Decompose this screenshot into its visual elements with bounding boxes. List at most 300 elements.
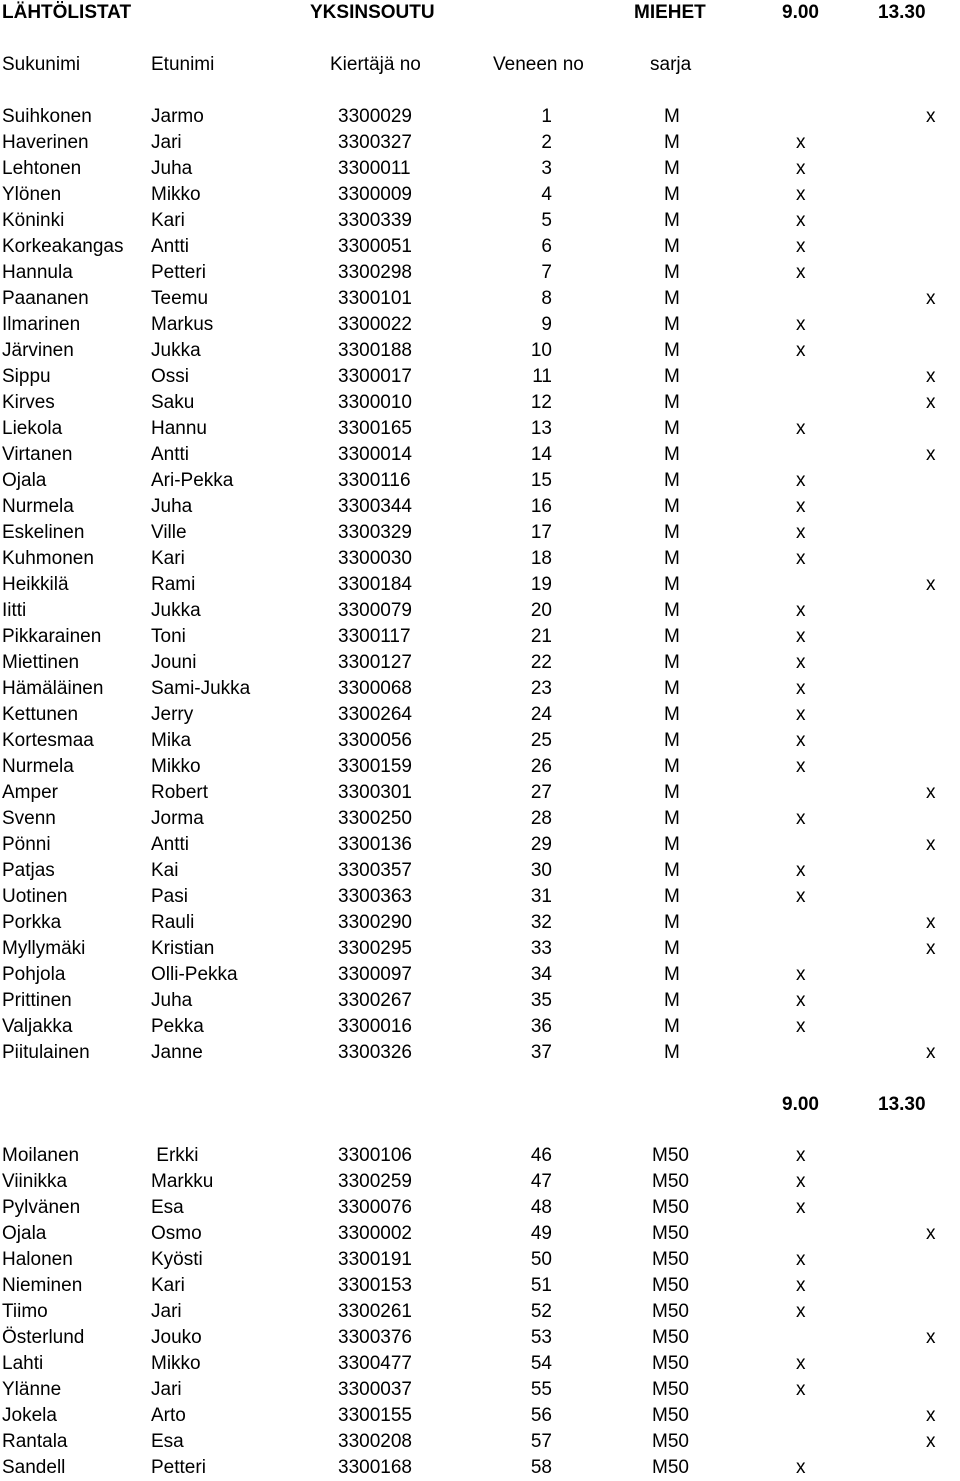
group2-time-2: 13.30 (878, 1094, 926, 1115)
start-slot-mark: x (796, 600, 806, 621)
boat-no-cell: 49 (530, 1223, 552, 1244)
rower-no-cell: 3300168 (338, 1457, 412, 1478)
firstname-cell: Mikko (151, 1353, 201, 1374)
start-slot-mark: x (926, 834, 936, 855)
boat-no-cell: 10 (530, 340, 552, 361)
firstname-cell: Toni (151, 626, 186, 647)
start-slot-mark: x (796, 860, 806, 881)
boat-no-cell: 16 (530, 496, 552, 517)
rower-no-cell: 3300022 (338, 314, 412, 335)
start-slot-mark: x (796, 522, 806, 543)
surname-cell: Hämäläinen (2, 678, 104, 699)
table-row (0, 702, 960, 728)
boat-no-cell: 31 (530, 886, 552, 907)
table-row (0, 1143, 960, 1169)
boat-no-cell: 14 (530, 444, 552, 465)
surname-cell: Prittinen (2, 990, 72, 1011)
rower-no-cell: 3300327 (338, 132, 412, 153)
surname-cell: Liekola (2, 418, 63, 439)
start-slot-mark: x (796, 1145, 806, 1166)
start-slot-mark: x (796, 1197, 806, 1218)
boat-no-cell: 58 (530, 1457, 552, 1478)
table-row (0, 1273, 960, 1299)
boat-no-cell: 22 (530, 652, 552, 673)
col-boat-no: Veneen no (493, 54, 584, 75)
start-slot-mark: x (796, 418, 806, 439)
start-slot-mark: x (926, 106, 936, 127)
class-cell: M (664, 548, 680, 569)
surname-cell: Iitti (2, 600, 27, 621)
class-cell: M (664, 288, 680, 309)
start-slot-mark: x (796, 1379, 806, 1400)
table-row (0, 650, 960, 676)
table-row (0, 1169, 960, 1195)
table-row (0, 598, 960, 624)
start-slot-mark: x (926, 444, 936, 465)
class-cell: M (664, 418, 680, 439)
boat-no-cell: 57 (530, 1431, 552, 1452)
table-row (0, 806, 960, 832)
boat-no-cell: 24 (530, 704, 552, 725)
rower-no-cell: 3300097 (338, 964, 412, 985)
start-slot-mark: x (796, 964, 806, 985)
list-header (0, 0, 960, 26)
surname-cell: Porkka (2, 912, 62, 933)
class-cell: M (664, 1016, 680, 1037)
table-row (0, 962, 960, 988)
class-cell: M50 (652, 1379, 689, 1400)
rower-no-cell: 3300261 (338, 1301, 412, 1322)
class-cell: M (664, 912, 680, 933)
surname-cell: Viinikka (2, 1171, 68, 1192)
surname-cell: Nieminen (2, 1275, 83, 1296)
surname-cell: Korkeakangas (2, 236, 124, 257)
boat-no-cell: 3 (541, 158, 552, 179)
surname-cell: Moilanen (2, 1145, 80, 1166)
table-row (0, 754, 960, 780)
surname-cell: Kortesmaa (2, 730, 94, 751)
rower-no-cell: 3300014 (338, 444, 412, 465)
col-rower-no: Kiertäjä no (330, 54, 421, 75)
rower-no-cell: 3300208 (338, 1431, 412, 1452)
boat-no-cell: 34 (530, 964, 552, 985)
surname-cell: Eskelinen (2, 522, 85, 543)
class-cell: M (664, 1042, 680, 1063)
rower-no-cell: 3300009 (338, 184, 412, 205)
firstname-cell: Rauli (151, 912, 195, 933)
surname-cell: Pohjola (2, 964, 66, 985)
table-row (0, 520, 960, 546)
surname-cell: Suihkonen (2, 106, 92, 127)
start-slot-mark: x (796, 1171, 806, 1192)
rower-no-cell: 3300037 (338, 1379, 412, 1400)
class-cell: M (664, 600, 680, 621)
firstname-cell: Petteri (151, 262, 206, 283)
class-cell: M (664, 392, 680, 413)
start-slot-mark: x (796, 1353, 806, 1374)
table-row (0, 1351, 960, 1377)
rower-no-cell: 3300076 (338, 1197, 412, 1218)
rower-no-cell: 3300106 (338, 1145, 412, 1166)
class-cell: M (664, 678, 680, 699)
rower-no-cell: 3300127 (338, 652, 412, 673)
firstname-cell: Juha (151, 496, 193, 517)
boat-no-cell: 52 (530, 1301, 552, 1322)
surname-cell: Nurmela (2, 496, 74, 517)
class-cell: M (664, 808, 680, 829)
firstname-cell: Markus (151, 314, 214, 335)
firstname-cell: Jari (151, 1301, 182, 1322)
firstname-cell: Esa (151, 1197, 184, 1218)
rower-no-cell: 3300188 (338, 340, 412, 361)
class-cell: M (664, 860, 680, 881)
start-slot-mark: x (796, 626, 806, 647)
firstname-cell: Sami-Jukka (151, 678, 251, 699)
surname-cell: Myllymäki (2, 938, 86, 959)
start-slot-mark: x (926, 574, 936, 595)
class-cell: M (664, 366, 680, 387)
surname-cell: Uotinen (2, 886, 68, 907)
table-row (0, 1403, 960, 1429)
table-row (0, 1429, 960, 1455)
class-cell: M (664, 470, 680, 491)
boat-no-cell: 17 (530, 522, 552, 543)
boat-no-cell: 27 (530, 782, 552, 803)
rower-no-cell: 3300017 (338, 366, 412, 387)
table-row (0, 1014, 960, 1040)
surname-cell: Heikkilä (2, 574, 69, 595)
class-cell: M50 (652, 1197, 689, 1218)
rower-no-cell: 3300079 (338, 600, 412, 621)
boat-no-cell: 9 (541, 314, 552, 335)
col-class: sarja (650, 54, 692, 75)
class-cell: M (664, 522, 680, 543)
start-slot-mark: x (926, 288, 936, 309)
class-cell: M (664, 444, 680, 465)
firstname-cell: Kari (151, 1275, 185, 1296)
surname-cell: Ilmarinen (2, 314, 81, 335)
table-row (0, 1247, 960, 1273)
class-cell: M (664, 782, 680, 803)
surname-cell: Valjakka (2, 1016, 73, 1037)
class-cell: M (664, 834, 680, 855)
class-cell: M (664, 704, 680, 725)
firstname-cell: Kari (151, 548, 185, 569)
surname-cell: Miettinen (2, 652, 80, 673)
start-slot-mark: x (796, 210, 806, 231)
boat-no-cell: 13 (530, 418, 552, 439)
surname-cell: Tiimo (2, 1301, 48, 1322)
firstname-cell: Rami (151, 574, 196, 595)
boat-no-cell: 54 (530, 1353, 552, 1374)
rower-no-cell: 3300267 (338, 990, 412, 1011)
rower-no-cell: 3300259 (338, 1171, 412, 1192)
class-cell: M50 (652, 1249, 689, 1270)
table-row (0, 884, 960, 910)
surname-cell: Ylänne (2, 1379, 62, 1400)
start-slot-mark: x (796, 236, 806, 257)
surname-cell: Jokela (2, 1405, 57, 1426)
boat-no-cell: 33 (530, 938, 552, 959)
boat-no-cell: 56 (530, 1405, 552, 1426)
class-cell: M50 (652, 1275, 689, 1296)
start-slot-mark: x (796, 886, 806, 907)
class-cell: M (664, 964, 680, 985)
start-slot-mark: x (926, 366, 936, 387)
surname-cell: Ylönen (2, 184, 62, 205)
rower-no-cell: 3300295 (338, 938, 412, 959)
rower-no-cell: 3300339 (338, 210, 412, 231)
boat-no-cell: 29 (530, 834, 552, 855)
class-cell: M (664, 938, 680, 959)
class-cell: M (664, 756, 680, 777)
rower-no-cell: 3300298 (338, 262, 412, 283)
start-slot-mark: x (926, 938, 936, 959)
rower-no-cell: 3300159 (338, 756, 412, 777)
start-slot-mark: x (796, 756, 806, 777)
start-slot-mark: x (796, 990, 806, 1011)
table-row (0, 728, 960, 754)
rower-no-cell: 3300477 (338, 1353, 412, 1374)
class-cell: M50 (652, 1353, 689, 1374)
table-row (0, 1299, 960, 1325)
firstname-cell: Osmo (151, 1223, 202, 1244)
firstname-cell: Pekka (151, 1016, 204, 1037)
firstname-cell: Antti (151, 444, 190, 465)
boat-no-cell: 35 (530, 990, 552, 1011)
firstname-cell: Erkki (151, 1145, 199, 1166)
start-slot-mark: x (926, 782, 936, 803)
firstname-cell: Juha (151, 990, 193, 1011)
boat-no-cell: 28 (530, 808, 552, 829)
start-time-1: 9.00 (782, 2, 819, 23)
rower-no-cell: 3300326 (338, 1042, 412, 1063)
firstname-cell: Jarmo (151, 106, 204, 127)
class-cell: M (664, 340, 680, 361)
class-cell: M50 (652, 1145, 689, 1166)
firstname-cell: Mika (151, 730, 192, 751)
firstname-cell: Jerry (151, 704, 194, 725)
class-cell: M (664, 236, 680, 257)
table-row (0, 494, 960, 520)
surname-cell: Lahti (2, 1353, 44, 1374)
firstname-cell: Antti (151, 834, 190, 855)
column-headers (0, 52, 960, 78)
start-slot-mark: x (796, 730, 806, 751)
start-slot-mark: x (796, 1301, 806, 1322)
start-slot-mark: x (796, 1016, 806, 1037)
rower-no-cell: 3300117 (338, 626, 411, 647)
firstname-cell: Kari (151, 210, 185, 231)
firstname-cell: Jari (151, 1379, 182, 1400)
firstname-cell: Saku (151, 392, 195, 413)
rower-no-cell: 3300030 (338, 548, 412, 569)
start-slot-mark: x (926, 912, 936, 933)
rower-no-cell: 3300068 (338, 678, 412, 699)
start-slot-mark: x (796, 704, 806, 725)
rower-no-cell: 3300136 (338, 834, 412, 855)
start-slot-mark: x (796, 184, 806, 205)
start-slot-mark: x (926, 1405, 936, 1426)
firstname-cell: Esa (151, 1431, 184, 1452)
class-cell: M50 (652, 1301, 689, 1322)
table-row (0, 312, 960, 338)
table-row (0, 910, 960, 936)
surname-cell: Pylvänen (2, 1197, 81, 1218)
table-row (0, 832, 960, 858)
class-cell: M (664, 652, 680, 673)
col-firstname: Etunimi (151, 54, 215, 75)
firstname-cell: Mikko (151, 184, 201, 205)
surname-cell: Halonen (2, 1249, 73, 1270)
surname-cell: Ojala (2, 470, 47, 491)
boat-no-cell: 36 (530, 1016, 552, 1037)
class-cell: M50 (652, 1457, 689, 1478)
firstname-cell: Jorma (151, 808, 204, 829)
rower-no-cell: 3300155 (338, 1405, 412, 1426)
table-row (0, 780, 960, 806)
class-cell: M50 (652, 1405, 689, 1426)
col-surname: Sukunimi (2, 54, 81, 75)
class-cell: M (664, 626, 680, 647)
table-row (0, 416, 960, 442)
rower-no-cell: 3300010 (338, 392, 412, 413)
class-cell: M (664, 886, 680, 907)
start-slot-mark: x (796, 340, 806, 361)
rower-no-cell: 3300056 (338, 730, 412, 751)
boat-no-cell: 37 (530, 1042, 552, 1063)
table-row (0, 988, 960, 1014)
surname-cell: Österlund (2, 1327, 85, 1348)
boat-no-cell: 8 (541, 288, 552, 309)
class-cell: M (664, 574, 680, 595)
table-row (0, 364, 960, 390)
surname-cell: Köninki (2, 210, 65, 231)
rower-no-cell: 3300301 (338, 782, 412, 803)
boat-no-cell: 12 (530, 392, 552, 413)
boat-no-cell: 20 (530, 600, 552, 621)
table-row (0, 468, 960, 494)
class-cell: M50 (652, 1171, 689, 1192)
rower-no-cell: 3300363 (338, 886, 412, 907)
table-row (0, 676, 960, 702)
rower-no-cell: 3300357 (338, 860, 412, 881)
table-row (0, 208, 960, 234)
class-cell: M50 (652, 1223, 689, 1244)
boat-no-cell: 19 (530, 574, 552, 595)
firstname-cell: Kai (151, 860, 179, 881)
table-row (0, 1195, 960, 1221)
firstname-cell: Juha (151, 158, 193, 179)
boat-no-cell: 7 (541, 262, 552, 283)
class-cell: M50 (652, 1431, 689, 1452)
page-title: LÄHTÖLISTAT (2, 2, 132, 23)
firstname-cell: Jukka (151, 600, 201, 621)
table-row (0, 1325, 960, 1351)
surname-cell: Pönni (2, 834, 51, 855)
class-cell: M (664, 210, 680, 231)
table-row (0, 234, 960, 260)
firstname-cell: Jouko (151, 1327, 202, 1348)
boat-no-cell: 53 (530, 1327, 552, 1348)
rower-no-cell: 3300184 (338, 574, 412, 595)
firstname-cell: Ville (151, 522, 187, 543)
start-slot-mark: x (926, 1431, 936, 1452)
start-slot-mark: x (796, 496, 806, 517)
surname-cell: Hannula (2, 262, 73, 283)
boat-no-cell: 50 (530, 1249, 552, 1270)
surname-cell: Sandell (2, 1457, 66, 1478)
firstname-cell: Mikko (151, 756, 201, 777)
start-slot-mark: x (796, 158, 806, 179)
rower-no-cell: 3300329 (338, 522, 412, 543)
table-row (0, 936, 960, 962)
boat-no-cell: 46 (530, 1145, 552, 1166)
rower-no-cell: 3300250 (338, 808, 412, 829)
table-row (0, 858, 960, 884)
surname-cell: Piitulainen (2, 1042, 90, 1063)
firstname-cell: Hannu (151, 418, 207, 439)
surname-cell: Paananen (2, 288, 89, 309)
start-slot-mark: x (926, 1223, 936, 1244)
rower-no-cell: 3300002 (338, 1223, 412, 1244)
surname-cell: Haverinen (2, 132, 89, 153)
firstname-cell: Olli-Pekka (151, 964, 238, 985)
table-row (0, 104, 960, 130)
table-row (0, 338, 960, 364)
firstname-cell: Teemu (151, 288, 209, 309)
table-row (0, 1455, 960, 1481)
surname-cell: Amper (2, 782, 58, 803)
start-slot-mark: x (926, 392, 936, 413)
table-row (0, 286, 960, 312)
start-slot-mark: x (796, 262, 806, 283)
table-row (0, 546, 960, 572)
start-slot-mark: x (796, 1249, 806, 1270)
table-row (0, 130, 960, 156)
class-cell: M (664, 132, 680, 153)
firstname-cell: Arto (151, 1405, 186, 1426)
boat-no-cell: 1 (541, 106, 552, 127)
boat-no-cell: 47 (530, 1171, 552, 1192)
firstname-cell: Robert (151, 782, 209, 803)
table-row (0, 390, 960, 416)
start-slot-mark: x (926, 1327, 936, 1348)
rower-no-cell: 3300165 (338, 418, 412, 439)
start-slot-mark: x (796, 132, 806, 153)
firstname-cell: Antti (151, 236, 190, 257)
rower-no-cell: 3300376 (338, 1327, 412, 1348)
rower-no-cell: 3300016 (338, 1016, 412, 1037)
start-slot-mark: x (796, 678, 806, 699)
start-slot-mark: x (796, 652, 806, 673)
boat-no-cell: 11 (532, 366, 552, 387)
rower-no-cell: 3300029 (338, 106, 412, 127)
surname-cell: Kettunen (2, 704, 79, 725)
start-time-2: 13.30 (878, 2, 926, 23)
firstname-cell: Pasi (151, 886, 188, 907)
firstname-cell: Kristian (151, 938, 215, 959)
boat-no-cell: 51 (530, 1275, 552, 1296)
group2-header (0, 1092, 960, 1118)
start-slot-mark: x (796, 470, 806, 491)
boat-no-cell: 15 (530, 470, 552, 491)
table-row (0, 260, 960, 286)
start-slot-mark: x (796, 548, 806, 569)
surname-cell: Rantala (2, 1431, 68, 1452)
firstname-cell: Jari (151, 132, 182, 153)
boat-no-cell: 30 (530, 860, 552, 881)
